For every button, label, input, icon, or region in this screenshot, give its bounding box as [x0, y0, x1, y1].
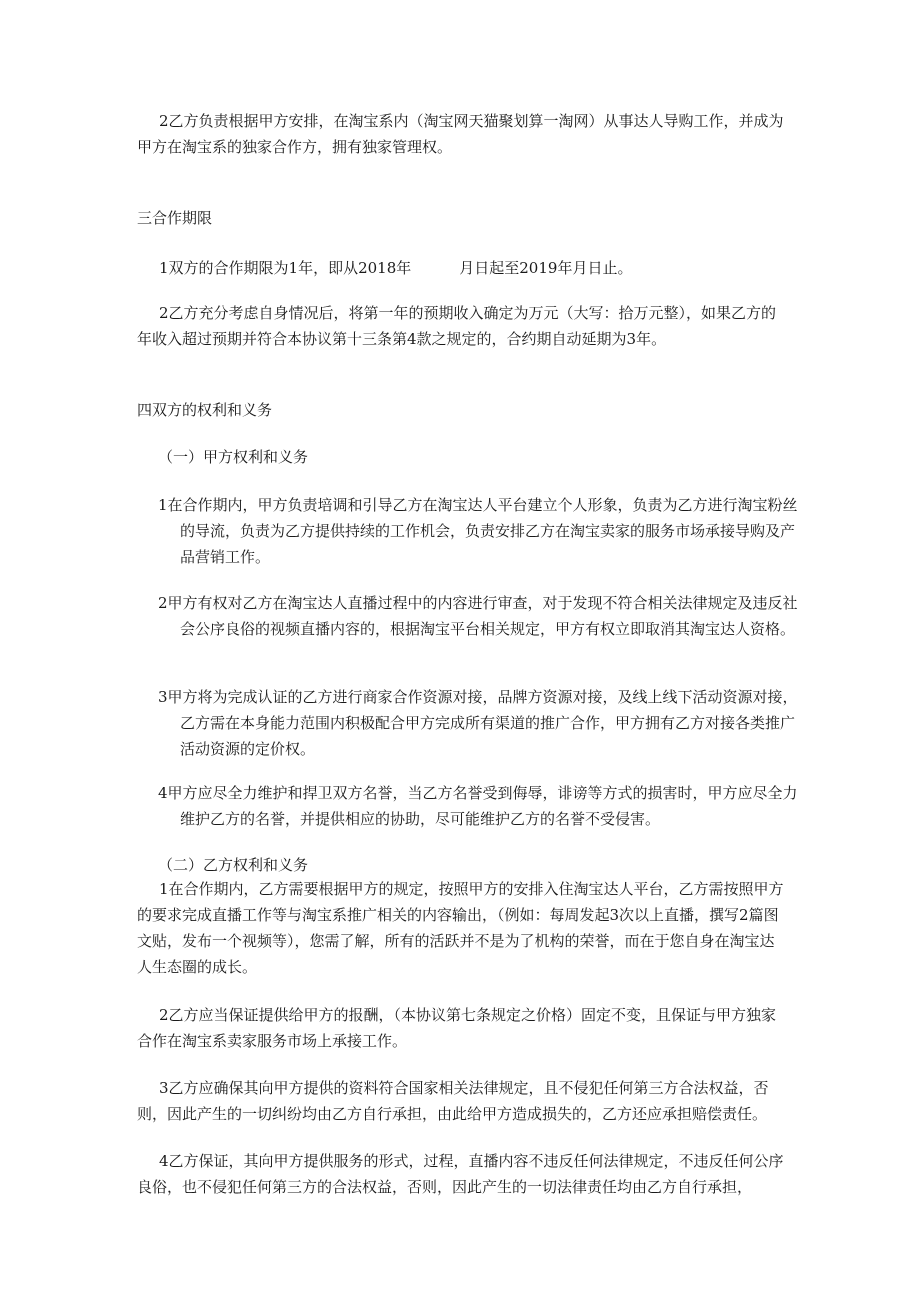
clause-3-2: 2乙方充分考虑自身情况后，将第一年的预期收入确定为万元（大写：拾万元整），如果乙方的年收入超过预期并符合本协议第十三条第4款之规定的，合约期自动延期为3年。	[137, 304, 777, 348]
clause-4-1-1: 1在合作期内，甲方负责培调和引导乙方在淘宝达人平台建立个人形象，负责为乙方进行淘宝粉丝的导流，负责为乙方提供持续的工作机会，负责安排乙方在淘宝卖家的服务市场承接导购及产品营销工作。	[158, 496, 798, 566]
clause-4-1-4: 4甲方应尽全力维护和捍卫双方名誉，当乙方名誉受到侮辱，诽谤等方式的损害时，甲方应尽全力维护乙方的名誉，并提供相应的协助，尽可能维护乙方的名誉不受侵害。	[158, 784, 798, 828]
clause-4-2-4: 4乙方保证，其向甲方提供服务的形式，过程，直播内容不违反任何法律规定，不违反任何公序良俗，也不侵犯任何第三方的合法权益，否则，因此产生的一切法律责任均由乙方自行承担，	[137, 1152, 784, 1196]
clause-3-1-end: 月日起至2019年月日止。	[459, 259, 633, 277]
clause-4-1-3: 3甲方将为完成认证的乙方进行商家合作资源对接，品牌方资源对接，及线上线下活动资源对接，乙方需在本身能力范围内积极配合甲方完成所有渠道的推广合作，甲方拥有乙方对接各类推广活动资源的定价权。	[158, 688, 798, 758]
subsection-heading-4-1: （一）甲方权利和义务	[158, 448, 309, 466]
section-heading-4: 四双方的权利和义务	[137, 401, 273, 419]
clause-4-1-2: 2甲方有权对乙方在淘宝达人直播过程中的内容进行审查，对于发现不符合相关法律规定及违反社会公序良俗的视频直播内容的，根据淘宝平台相关规定，甲方有权立即取消其淘宝达人资格。	[158, 594, 798, 638]
clause-4-2-1: 1在合作期内，乙方需要根据甲方的规定，按照甲方的安排入住淘宝达人平台，乙方需按照甲方的要求完成直播工作等与淘宝系推广相关的内容输出，（例如：每周发起3次以上直播，撰写2篇图文贴，发布一个视频等），您需了解，所有的活跃并不是为了机构的荣誉，而在于您自身在淘宝达人生态圈的成长。	[137, 880, 784, 976]
clause-2-2: 2乙方负责根据甲方安排，在淘宝系内（淘宝网天猫聚划算一淘网）从事达人导购工作，并成为甲方在淘宝系的独家合作方，拥有独家管理权。	[137, 112, 784, 156]
clause-3-1-start: 1双方的合作期限为1年，即从2018年	[159, 259, 412, 277]
subsection-heading-4-2: （二）乙方权利和义务	[158, 856, 309, 874]
section-heading-3: 三合作期限	[137, 209, 213, 227]
clause-4-2-2: 2乙方应当保证提供给甲方的报酬，（本协议第七条规定之价格）固定不变，且保证与甲方独家合作在淘宝系卖家服务市场上承接工作。	[137, 1006, 777, 1050]
clause-4-2-3: 3乙方应确保其向甲方提供的资料符合国家相关法律规定，且不侵犯任何第三方合法权益，否则，因此产生的一切纠纷均由乙方自行承担，由此给甲方造成损失的，乙方还应承担赔偿责任。	[137, 1079, 769, 1123]
clause-3-1	[137, 255, 785, 281]
